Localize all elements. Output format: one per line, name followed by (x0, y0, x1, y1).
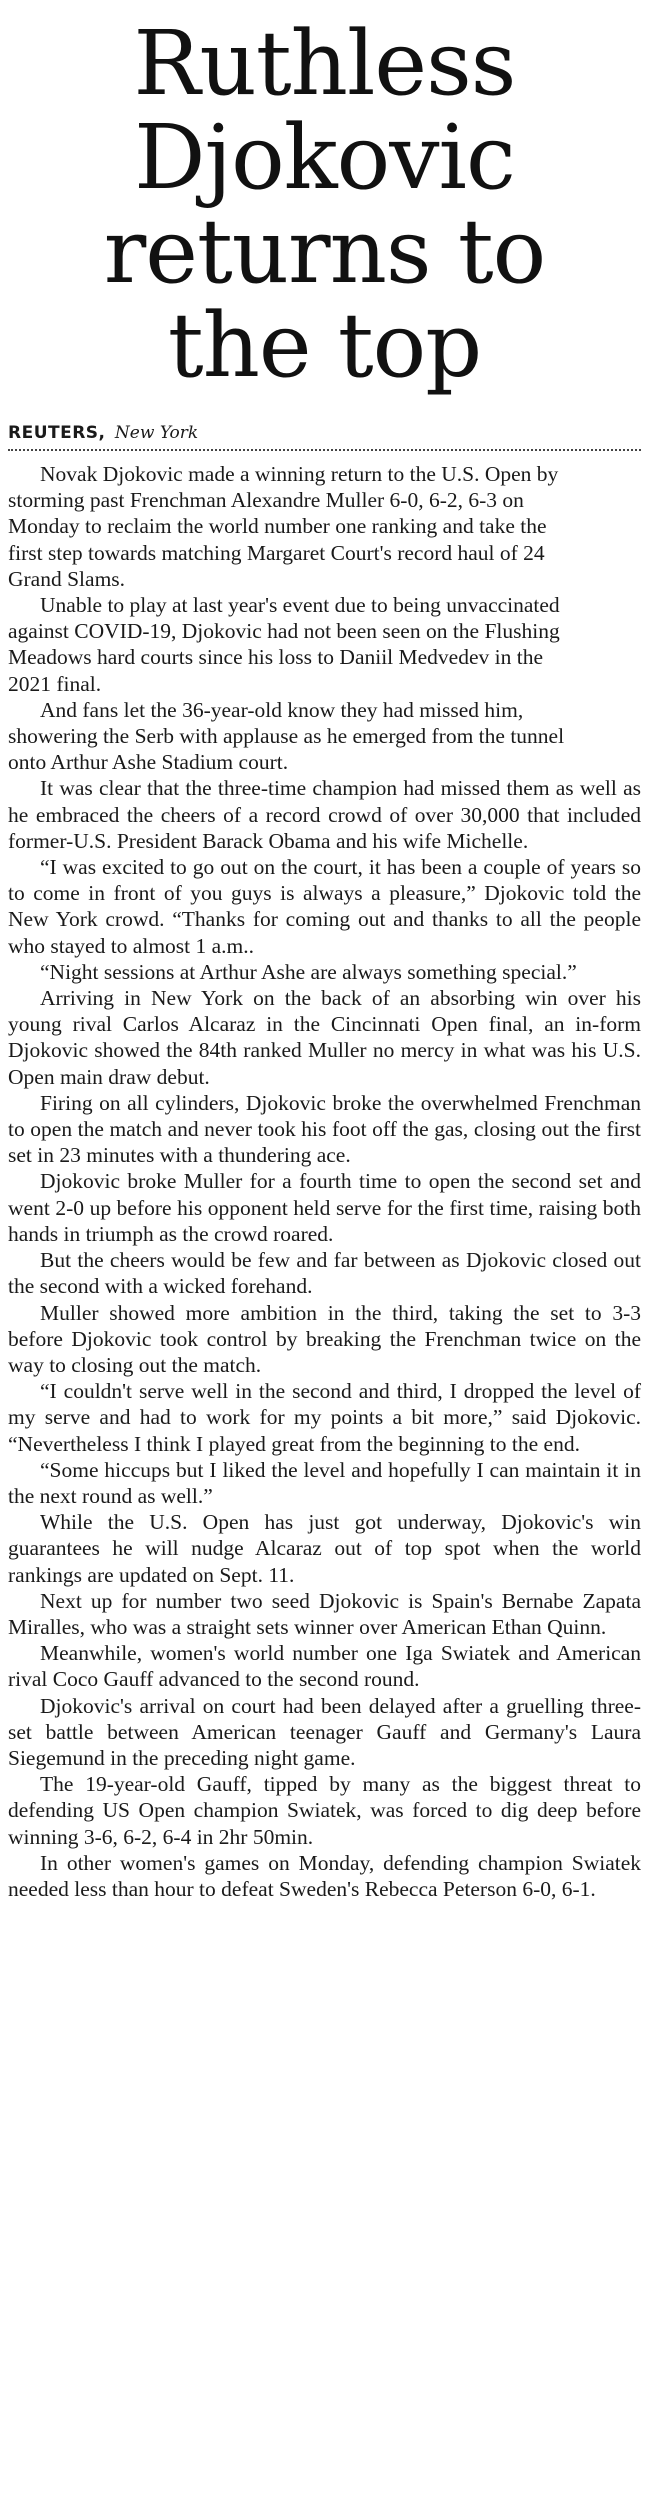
article-paragraph: Meanwhile, women's world number one Iga Swiatek and American rival Coco Gauff advanced to the second round. (8, 1641, 641, 1692)
article-paragraph: “I couldn't serve well in the second and third, I dropped the level of my serve and had to work for my points a bit more,” said Djokovic. “Nevertheless I think I played great from the beginning to the end. (8, 1379, 641, 1456)
headline-line: Ruthless (133, 11, 516, 115)
article-paragraph: The 19-year-old Gauff, tipped by many as the biggest threat to defending US Open champion Swiatek, was forced to dig deep before winning 3-6, 6-2, 6-4 in 2hr 50min. (8, 1772, 641, 1849)
article-paragraph: “Night sessions at Arthur Ashe are always something special.” (40, 959, 577, 984)
article-paragraph: While the U.S. Open has just got underway, Djokovic's win guarantees he will nudge Alcaraz out of top spot when the world rankings are updated on Sept. 11. (8, 1510, 641, 1587)
headline (8, 11, 641, 397)
article-paragraph: Next up for number two seed Djokovic is Spain's Bernabe Zapata Miralles, who was a straight sets winner over American Ethan Quinn. (8, 1588, 641, 1639)
article-paragraph: Muller showed more ambition in the third, taking the set to 3-3 before Djokovic took control by breaking the Frenchman twice on the way to closing out the match. (8, 1300, 641, 1377)
article-paragraph: Arriving in New York on the back of an absorbing win over his young rival Carlos Alcaraz in the Cincinnati Open final, an in-form Djokovic showed the 84th ranked Muller no mercy in what was his U.S. Open main draw debut. (8, 986, 641, 1089)
byline-dateline: New York (114, 423, 199, 443)
article-body (8, 461, 641, 1902)
byline-agency: REUTERS, (8, 423, 106, 443)
article-paragraph: Djokovic broke Muller for a fourth time to open the second set and went 2-0 up before his opponent held serve for the first time, raising both hands in triumph as the crowd roared. (8, 1169, 641, 1246)
article-paragraph: Novak Djokovic made a winning return to the U.S. Open by storming past Frenchman Alexandre Muller 6-0, 6-2, 6-3 on Monday to reclaim the world number one ranking and take the first step towards matching Margaret Court's record haul of 24 Grand Slams. (8, 462, 559, 591)
article-paragraph: Firing on all cylinders, Djokovic broke the overwhelmed Frenchman to open the match and never took his foot off the gas, closing out the first set in 23 minutes with a thundering ace. (8, 1090, 641, 1168)
article-paragraph: In other women's games on Monday, defending champion Swiatek needed less than hour to defeat Sweden's Rebecca Peterson 6-0, 6-1. (8, 1850, 641, 1901)
article-paragraph: Unable to play at last year's event due to being unvaccinated against COVID-19, Djokovic had not been seen on the Flushing Meadows hard courts since his loss to Daniil Medvedev in the 2021 final. (8, 593, 560, 696)
byline (8, 422, 641, 451)
article-paragraph: “Some hiccups but I liked the level and hopefully I can maintain it in the next round as well.” (8, 1457, 641, 1508)
article-paragraph: It was clear that the three-time champion had missed them as well as he embraced the cheers of a record crowd of over 30,000 that included former-U.S. President Barack Obama and his wife Michelle. (8, 776, 641, 853)
article-paragraph: But the cheers would be few and far between as Djokovic closed out the second with a wicked forehand. (8, 1248, 641, 1299)
headline-line: the top (167, 293, 482, 397)
article-paragraph: “I was excited to go out on the court, it has been a couple of years so to come in front of you guys is always a pleasure,” Djokovic told the New York crowd. “Thanks for coming out and thanks to all the people who stayed to almost 1 a.m.. (8, 855, 641, 958)
article-paragraph: Djokovic's arrival on court had been delayed after a gruelling three-set battle between American teenager Gauff and Germany's Laura Siegemund in the preceding night game. (8, 1693, 641, 1770)
headline-line: Djokovic (134, 105, 515, 209)
article-paragraph: And fans let the 36-year-old know they had missed him, showering the Serb with applause as he emerged from the tunnel onto Arthur Ashe Stadium court. (8, 697, 565, 775)
headline-line: returns to (103, 199, 546, 303)
